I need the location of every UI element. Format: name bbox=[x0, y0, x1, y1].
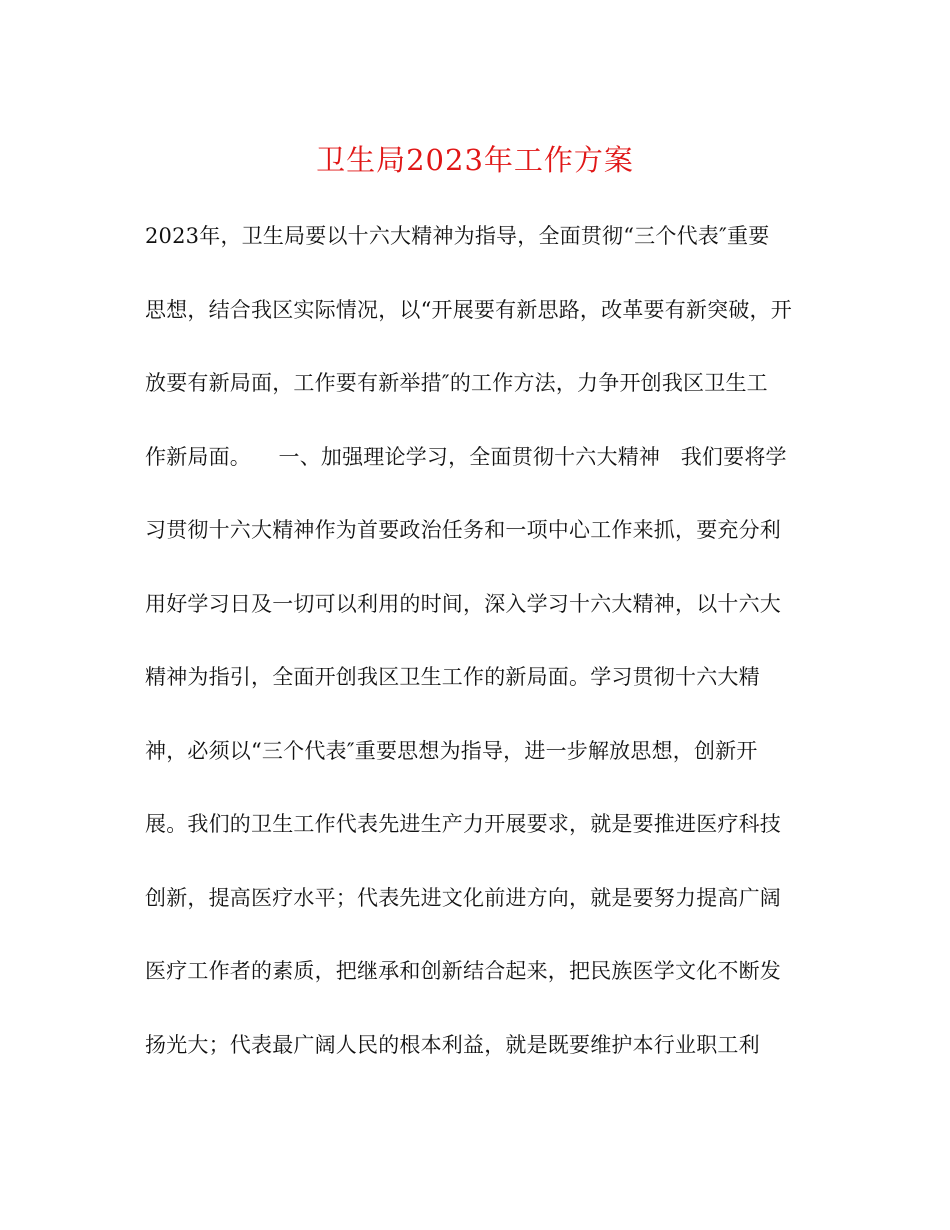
body-line: 思想，结合我区实际情况，以“开展要有新思路，改革要有新突破，开 bbox=[145, 297, 792, 322]
body-line: 精神为指引，全面开创我区卫生工作的新局面。学习贯彻十六大精 bbox=[145, 665, 760, 689]
document-title: 卫生局2023年工作方案 bbox=[316, 143, 634, 177]
body-line: 作新局面。 一、加强理论学习，全面贯彻十六大精神 我们要将学 bbox=[145, 444, 787, 469]
document-body bbox=[145, 200, 805, 1082]
body-line: 扬光大；代表最广阔人民的根本利益，就是既要维护本行业职工利 bbox=[145, 1032, 760, 1057]
body-line: 展。我们的卫生工作代表先进生产力开展要求，就是要推进医疗科技 bbox=[145, 812, 781, 836]
body-line: 放要有新局面，工作要有新举措″的工作方法，力争开创我区卫生工 bbox=[145, 371, 768, 395]
body-line: 创新，提高医疗水平；代表先进文化前进方向，就是要努力提高广阔 bbox=[145, 885, 781, 910]
body-line: 用好学习日及一切可以利用的时间，深入学习十六大精神，以十六大 bbox=[145, 591, 781, 616]
body-line: 2023年，卫生局要以十六大精神为指导，全面贯彻“三个代表″重要 bbox=[145, 224, 770, 248]
body-line: 医疗工作者的素质，把继承和创新结合起来，把民族医学文化不断发 bbox=[145, 959, 781, 983]
body-line: 神，必须以“三个代表″重要思想为指导，进一步解放思想，创新开 bbox=[145, 738, 758, 763]
body-line: 习贯彻十六大精神作为首要政治任务和一项中心工作来抓，要充分利 bbox=[145, 518, 781, 542]
